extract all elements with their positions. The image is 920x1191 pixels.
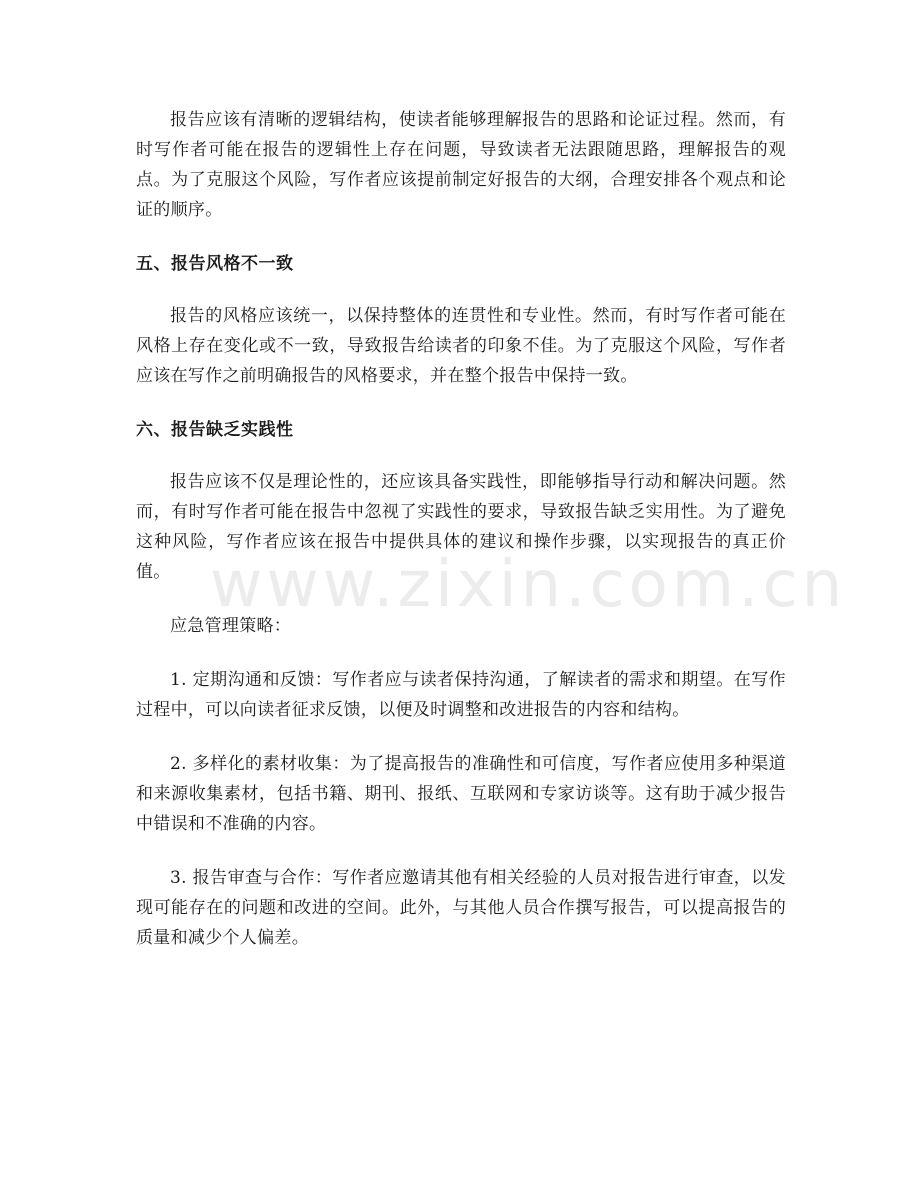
strategy-item-communication: 1. 定期沟通和反馈：写作者应与读者保持沟通，了解读者的需求和期望。在写作过程中，可以向读者征求反馈，以便及时调整和改进报告的内容和结构。 — [136, 670, 786, 720]
paragraph-practicality: 报告应该不仅是理论性的，还应该具备实践性，即能够指导行动和解决问题。然而，有时写作者可能在报告中忽视了实践性的要求，导致报告缺乏实用性。为了避免这种风险，写作者应该在报告中提供具体的建议和操作步骤，以实现报告的真正价值。 — [136, 472, 786, 582]
paragraph-style-consistency: 报告的风格应该统一，以保持整体的连贯性和专业性。然而，有时写作者可能在风格上存在变化或不一致，导致报告给读者的印象不佳。为了克服这个风险，写作者应该在写作之前明确报告的风格要求，并在整个报告中保持一致。 — [136, 306, 786, 386]
strategy-item-material-collection: 2. 多样化的素材收集：为了提高报告的准确性和可信度，写作者应使用多种渠道和来源收集素材，包括书籍、期刊、报纸、互联网和专家访谈等。这有助于减少报告中错误和不准确的内容。 — [136, 754, 786, 834]
strategy-intro: 应急管理策略： — [170, 616, 292, 636]
document-body — [136, 105, 847, 977]
section-heading-practicality: 六、报告缺乏实践性 — [136, 420, 294, 440]
watermark-text: www.zixin.com.cn — [210, 548, 847, 622]
paragraph-logic-structure: 报告应该有清晰的逻辑结构，使读者能够理解报告的思路和论证过程。然而，有时写作者可能在报告的逻辑性上存在问题，导致读者无法跟随思路，理解报告的观点。为了克服这个风险，写作者应该提前制定好报告的大纲，合理安排各个观点和论证的顺序。 — [136, 110, 786, 220]
section-heading-style: 五、报告风格不一致 — [136, 254, 294, 274]
strategy-item-review-cooperation: 3. 报告审查与合作：写作者应邀请其他有相关经验的人员对报告进行审查，以发现可能存在的问题和改进的空间。此外，与其他人员合作撰写报告，可以提高报告的质量和减少个人偏差。 — [136, 868, 786, 948]
